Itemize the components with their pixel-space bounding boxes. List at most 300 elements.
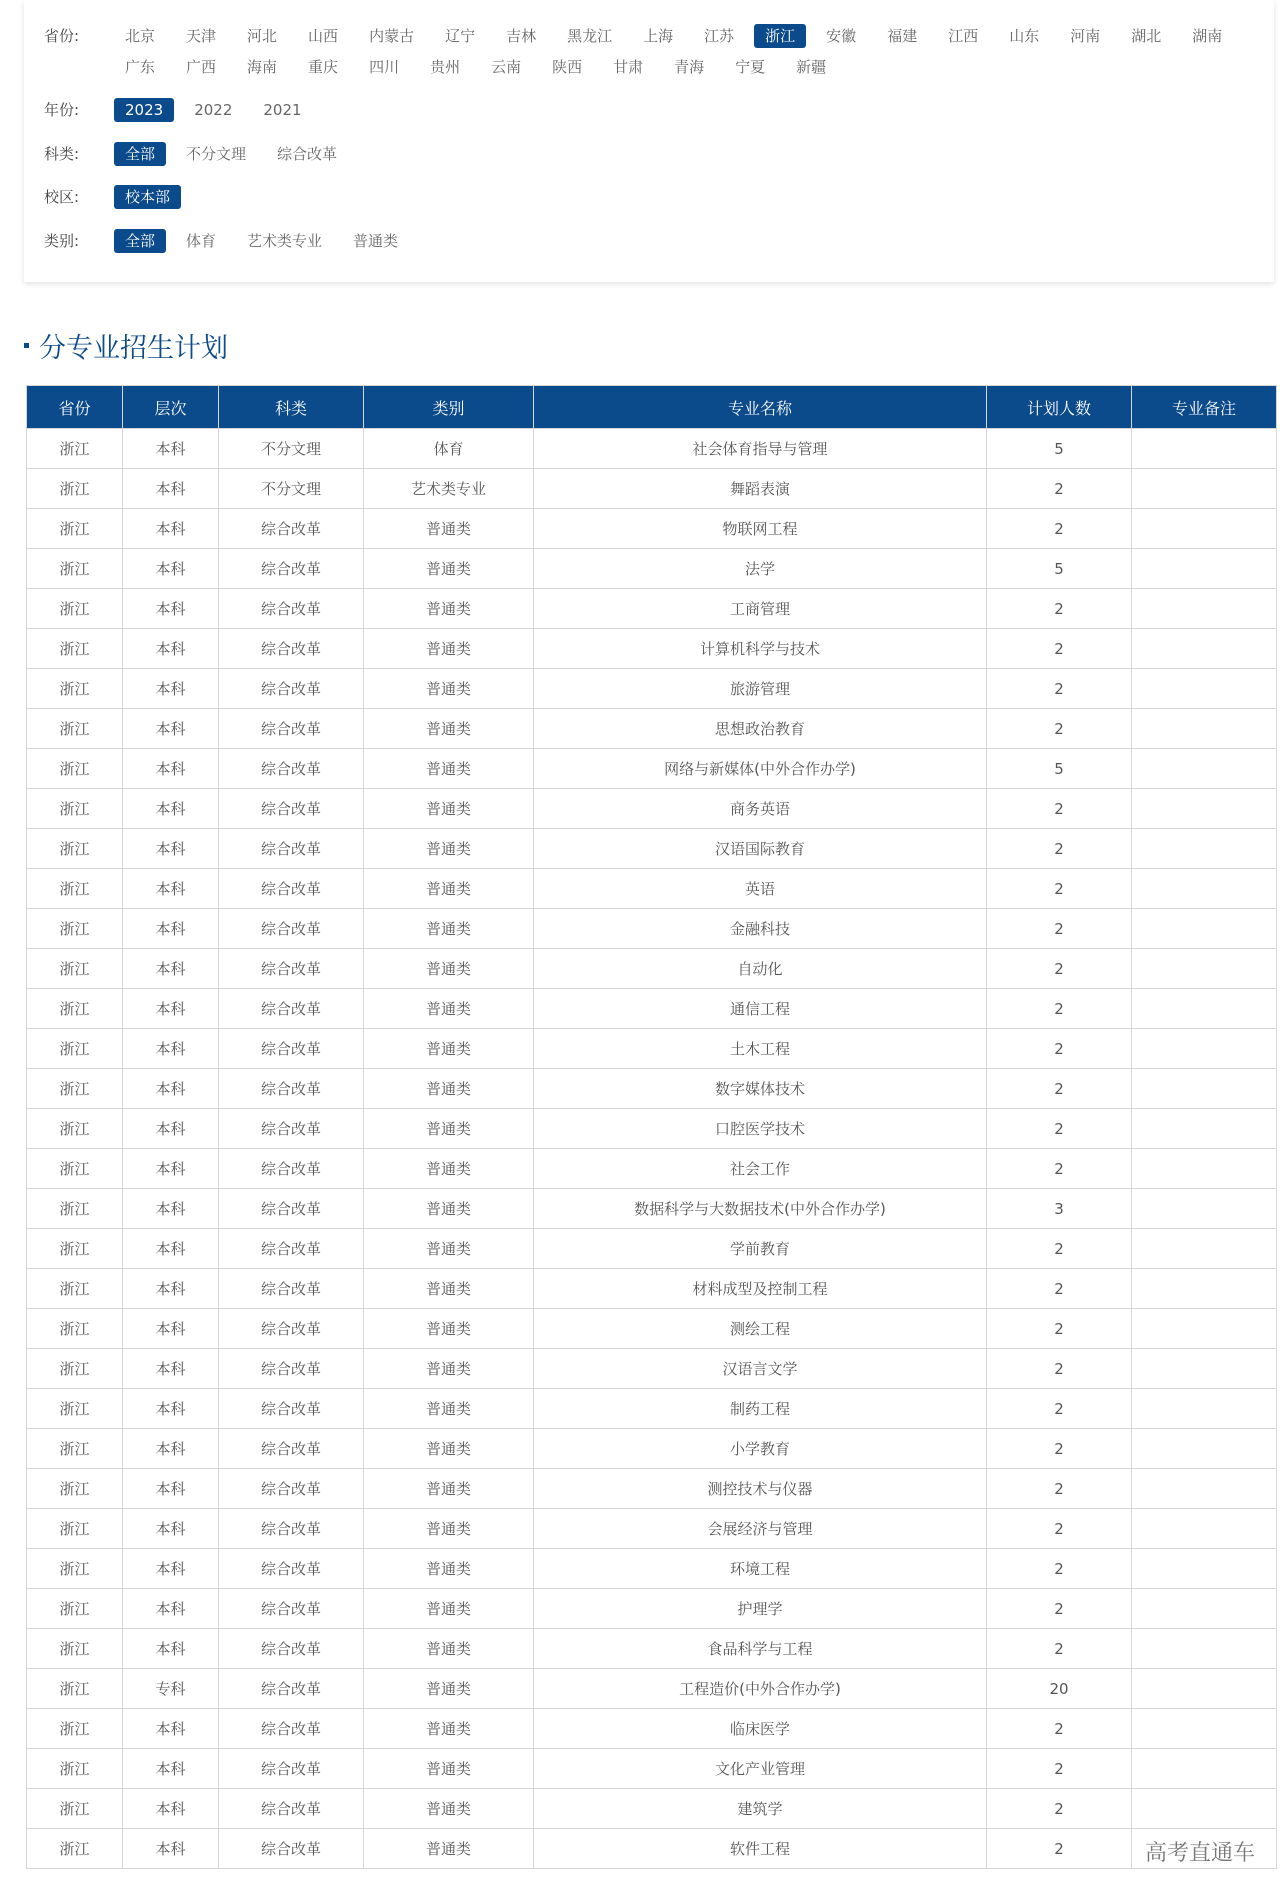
category-options — [114, 229, 1244, 260]
cell-category: 普通类 — [364, 1509, 534, 1549]
cell-province: 浙江 — [27, 829, 123, 869]
cell-province: 浙江 — [27, 869, 123, 909]
table-row — [27, 1109, 1277, 1149]
cell-category: 普通类 — [364, 549, 534, 589]
cell-province: 浙江 — [27, 1829, 123, 1869]
province-option[interactable]: 山东 — [1009, 27, 1040, 45]
header-major-name: 专业名称 — [534, 386, 987, 429]
cell-province: 浙江 — [27, 949, 123, 989]
cell-plan-count: 2 — [987, 629, 1132, 669]
cell-subject: 综合改革 — [219, 1229, 364, 1269]
cell-category: 普通类 — [364, 1309, 534, 1349]
table-row — [27, 1549, 1277, 1589]
cell-province: 浙江 — [27, 1189, 123, 1229]
cell-plan-count: 2 — [987, 789, 1132, 829]
cell-plan-count: 2 — [987, 1229, 1132, 1269]
year-options — [114, 98, 1244, 129]
cell-major-name: 临床医学 — [534, 1709, 987, 1749]
province-option[interactable]: 江苏 — [704, 27, 735, 45]
cell-remark — [1132, 1349, 1277, 1389]
category-option[interactable]: 艺术类专业 — [247, 232, 323, 250]
cell-subject: 综合改革 — [219, 1629, 364, 1669]
cell-level: 本科 — [123, 509, 219, 549]
cell-major-name: 材料成型及控制工程 — [534, 1269, 987, 1309]
cell-subject: 综合改革 — [219, 1469, 364, 1509]
cell-plan-count: 2 — [987, 989, 1132, 1029]
cell-remark — [1132, 1789, 1277, 1829]
cell-subject: 综合改革 — [219, 909, 364, 949]
section-title-text: 分专业招生计划 — [39, 333, 228, 364]
cell-level: 本科 — [123, 549, 219, 589]
table-row — [27, 869, 1277, 909]
cell-major-name: 土木工程 — [534, 1029, 987, 1069]
cell-province: 浙江 — [27, 1509, 123, 1549]
cell-subject: 综合改革 — [219, 949, 364, 989]
cell-remark — [1132, 1709, 1277, 1749]
cell-subject: 综合改革 — [219, 549, 364, 589]
subject-option[interactable]: 综合改革 — [277, 145, 338, 163]
cell-level: 本科 — [123, 1349, 219, 1389]
table-row — [27, 829, 1277, 869]
cell-remark — [1132, 989, 1277, 1029]
cell-province: 浙江 — [27, 989, 123, 1029]
cell-subject: 综合改革 — [219, 1789, 364, 1829]
cell-category: 普通类 — [364, 869, 534, 909]
cell-subject: 综合改革 — [219, 1349, 364, 1389]
year-filter-row — [44, 98, 1244, 129]
year-option[interactable]: 2022 — [194, 101, 233, 119]
province-option[interactable]: 甘肃 — [613, 58, 644, 76]
cell-major-name: 社会体育指导与管理 — [534, 429, 987, 469]
cell-major-name: 测控技术与仪器 — [534, 1469, 987, 1509]
cell-province: 浙江 — [27, 589, 123, 629]
cell-major-name: 数字媒体技术 — [534, 1069, 987, 1109]
table-row — [27, 1629, 1277, 1669]
table-header-row — [27, 386, 1277, 429]
cell-major-name: 金融科技 — [534, 909, 987, 949]
cell-level: 本科 — [123, 909, 219, 949]
cell-province: 浙江 — [27, 1069, 123, 1109]
cell-plan-count: 5 — [987, 429, 1132, 469]
cell-level: 本科 — [123, 1309, 219, 1349]
cell-major-name: 法学 — [534, 549, 987, 589]
cell-plan-count: 2 — [987, 1549, 1132, 1589]
province-option[interactable]: 湖北 — [1131, 27, 1162, 45]
cell-category: 普通类 — [364, 1429, 534, 1469]
cell-level: 本科 — [123, 1749, 219, 1789]
table-row — [27, 789, 1277, 829]
category-filter-row — [44, 229, 1244, 260]
province-option[interactable]: 浙江 — [754, 24, 806, 48]
cell-subject: 综合改革 — [219, 1029, 364, 1069]
table-row — [27, 509, 1277, 549]
cell-subject: 综合改革 — [219, 1109, 364, 1149]
cell-level: 本科 — [123, 1269, 219, 1309]
cell-province: 浙江 — [27, 1629, 123, 1669]
cell-province: 浙江 — [27, 1549, 123, 1589]
cell-category: 普通类 — [364, 1709, 534, 1749]
cell-major-name: 会展经济与管理 — [534, 1509, 987, 1549]
cell-category: 普通类 — [364, 1029, 534, 1069]
header-subject: 科类 — [219, 386, 364, 429]
cell-remark — [1132, 1189, 1277, 1229]
cell-remark — [1132, 1269, 1277, 1309]
cell-remark — [1132, 1229, 1277, 1269]
cell-plan-count: 2 — [987, 1709, 1132, 1749]
table-row — [27, 1469, 1277, 1509]
table-row — [27, 1309, 1277, 1349]
cell-subject: 综合改革 — [219, 589, 364, 629]
cell-category: 普通类 — [364, 1549, 534, 1589]
cell-category: 普通类 — [364, 509, 534, 549]
province-option[interactable]: 河南 — [1070, 27, 1101, 45]
table-body — [27, 429, 1277, 1869]
cell-subject: 综合改革 — [219, 669, 364, 709]
cell-major-name: 计算机科学与技术 — [534, 629, 987, 669]
cell-level: 本科 — [123, 1069, 219, 1109]
cell-subject: 综合改革 — [219, 1829, 364, 1869]
cell-category: 普通类 — [364, 909, 534, 949]
watermark: 高考直通车 — [1145, 1841, 1256, 1866]
cell-major-name: 制药工程 — [534, 1389, 987, 1429]
cell-level: 本科 — [123, 1509, 219, 1549]
year-option[interactable]: 2023 — [114, 98, 174, 122]
cell-remark — [1132, 1589, 1277, 1629]
table-row — [27, 1029, 1277, 1069]
cell-plan-count: 2 — [987, 1109, 1132, 1149]
cell-level: 本科 — [123, 1389, 219, 1429]
cell-remark — [1132, 1429, 1277, 1469]
filter-panel — [24, 0, 1274, 282]
province-option[interactable]: 湖南 — [1192, 27, 1223, 45]
cell-subject: 综合改革 — [219, 1269, 364, 1309]
cell-level: 本科 — [123, 749, 219, 789]
cell-province: 浙江 — [27, 1749, 123, 1789]
cell-plan-count: 5 — [987, 749, 1132, 789]
cell-major-name: 食品科学与工程 — [534, 1629, 987, 1669]
cell-major-name: 社会工作 — [534, 1149, 987, 1189]
cell-major-name: 护理学 — [534, 1589, 987, 1629]
cell-category: 普通类 — [364, 1189, 534, 1229]
province-options — [114, 24, 1244, 86]
cell-major-name: 自动化 — [534, 949, 987, 989]
cell-plan-count: 2 — [987, 589, 1132, 629]
category-option[interactable]: 体育 — [186, 232, 217, 250]
cell-plan-count: 2 — [987, 1589, 1132, 1629]
cell-plan-count: 2 — [987, 1149, 1132, 1189]
cell-category: 普通类 — [364, 1069, 534, 1109]
cell-remark — [1132, 509, 1277, 549]
cell-subject: 综合改革 — [219, 789, 364, 829]
cell-subject: 综合改革 — [219, 869, 364, 909]
province-option[interactable]: 北京 — [125, 27, 156, 45]
province-option[interactable]: 辽宁 — [445, 27, 476, 45]
cell-plan-count: 2 — [987, 1789, 1132, 1829]
cell-plan-count: 2 — [987, 1389, 1132, 1429]
cell-subject: 综合改革 — [219, 1069, 364, 1109]
cell-category: 普通类 — [364, 789, 534, 829]
cell-remark — [1132, 629, 1277, 669]
cell-major-name: 学前教育 — [534, 1229, 987, 1269]
cell-province: 浙江 — [27, 549, 123, 589]
cell-major-name: 通信工程 — [534, 989, 987, 1029]
cell-remark — [1132, 1629, 1277, 1669]
cell-category: 普通类 — [364, 669, 534, 709]
cell-remark — [1132, 429, 1277, 469]
cell-remark — [1132, 949, 1277, 989]
cell-province: 浙江 — [27, 1469, 123, 1509]
subject-option[interactable]: 不分文理 — [186, 145, 247, 163]
province-option[interactable]: 黑龙江 — [567, 27, 613, 45]
cell-major-name: 旅游管理 — [534, 669, 987, 709]
table-row — [27, 1709, 1277, 1749]
cell-major-name: 环境工程 — [534, 1549, 987, 1589]
cell-major-name: 小学教育 — [534, 1429, 987, 1469]
cell-remark — [1132, 1469, 1277, 1509]
table-row — [27, 989, 1277, 1029]
cell-province: 浙江 — [27, 669, 123, 709]
title-marker — [24, 343, 29, 348]
province-option[interactable]: 陕西 — [552, 58, 583, 76]
cell-province: 浙江 — [27, 469, 123, 509]
cell-subject: 综合改革 — [219, 1149, 364, 1189]
cell-category: 普通类 — [364, 1829, 534, 1869]
cell-plan-count: 2 — [987, 1629, 1132, 1669]
cell-province: 浙江 — [27, 1389, 123, 1429]
cell-subject: 综合改革 — [219, 989, 364, 1029]
province-option[interactable]: 重庆 — [308, 58, 339, 76]
cell-level: 本科 — [123, 1189, 219, 1229]
cell-major-name: 思想政治教育 — [534, 709, 987, 749]
header-plan-count: 计划人数 — [987, 386, 1132, 429]
province-option[interactable]: 青海 — [674, 58, 705, 76]
cell-province: 浙江 — [27, 1349, 123, 1389]
province-option[interactable]: 广东 — [125, 58, 156, 76]
cell-plan-count: 5 — [987, 549, 1132, 589]
header-province: 省份 — [27, 386, 123, 429]
cell-remark — [1132, 1069, 1277, 1109]
cell-remark — [1132, 909, 1277, 949]
header-remark: 专业备注 — [1132, 386, 1277, 429]
cell-province: 浙江 — [27, 1269, 123, 1309]
table-row — [27, 1429, 1277, 1469]
cell-plan-count: 2 — [987, 869, 1132, 909]
cell-level: 本科 — [123, 869, 219, 909]
cell-plan-count: 2 — [987, 1269, 1132, 1309]
cell-subject: 综合改革 — [219, 1429, 364, 1469]
cell-province: 浙江 — [27, 789, 123, 829]
cell-remark — [1132, 1509, 1277, 1549]
cell-province: 浙江 — [27, 749, 123, 789]
cell-subject: 综合改革 — [219, 709, 364, 749]
cell-level: 本科 — [123, 589, 219, 629]
cell-category: 普通类 — [364, 1629, 534, 1669]
cell-category: 普通类 — [364, 829, 534, 869]
cell-level: 本科 — [123, 1629, 219, 1669]
cell-level: 本科 — [123, 709, 219, 749]
cell-remark — [1132, 1309, 1277, 1349]
table-row — [27, 749, 1277, 789]
table-row — [27, 469, 1277, 509]
cell-subject: 不分文理 — [219, 429, 364, 469]
cell-major-name: 口腔医学技术 — [534, 1109, 987, 1149]
province-option[interactable]: 云南 — [491, 58, 522, 76]
province-option[interactable]: 四川 — [369, 58, 400, 76]
cell-category: 普通类 — [364, 629, 534, 669]
cell-province: 浙江 — [27, 1309, 123, 1349]
campus-option[interactable]: 校本部 — [114, 185, 181, 209]
year-option[interactable]: 2021 — [263, 101, 302, 119]
cell-plan-count: 2 — [987, 1309, 1132, 1349]
province-option[interactable]: 河北 — [247, 27, 278, 45]
cell-province: 浙江 — [27, 629, 123, 669]
cell-remark — [1132, 829, 1277, 869]
cell-category: 普通类 — [364, 949, 534, 989]
table-row — [27, 709, 1277, 749]
province-option[interactable]: 广西 — [186, 58, 217, 76]
province-option[interactable]: 新疆 — [796, 58, 827, 76]
province-option[interactable]: 内蒙古 — [369, 27, 415, 45]
table-row — [27, 1349, 1277, 1389]
cell-remark — [1132, 1669, 1277, 1709]
province-option[interactable]: 福建 — [887, 27, 918, 45]
cell-province: 浙江 — [27, 509, 123, 549]
cell-plan-count: 2 — [987, 1029, 1132, 1069]
province-filter-row — [44, 24, 1244, 86]
cell-category: 普通类 — [364, 1749, 534, 1789]
cell-subject: 综合改革 — [219, 1709, 364, 1749]
province-option[interactable]: 上海 — [643, 27, 674, 45]
category-filter-label: 类别: — [44, 232, 80, 250]
table-row — [27, 1149, 1277, 1189]
cell-category: 普通类 — [364, 749, 534, 789]
cell-level: 本科 — [123, 1029, 219, 1069]
cell-plan-count: 2 — [987, 1429, 1132, 1469]
subject-option[interactable]: 全部 — [114, 142, 166, 166]
table-row — [27, 1509, 1277, 1549]
cell-remark — [1132, 749, 1277, 789]
cell-province: 浙江 — [27, 909, 123, 949]
table-row — [27, 1749, 1277, 1789]
cell-province: 浙江 — [27, 709, 123, 749]
table-row — [27, 1789, 1277, 1829]
table-row — [27, 589, 1277, 629]
cell-category: 普通类 — [364, 1389, 534, 1429]
cell-category: 普通类 — [364, 989, 534, 1029]
cell-level: 本科 — [123, 1709, 219, 1749]
cell-remark — [1132, 469, 1277, 509]
cell-subject: 综合改革 — [219, 1509, 364, 1549]
cell-remark — [1132, 589, 1277, 629]
cell-level: 本科 — [123, 1149, 219, 1189]
cell-province: 浙江 — [27, 1709, 123, 1749]
cell-category: 普通类 — [364, 1109, 534, 1149]
cell-remark — [1132, 1149, 1277, 1189]
cell-plan-count: 3 — [987, 1189, 1132, 1229]
table-row — [27, 1589, 1277, 1629]
table-row — [27, 429, 1277, 469]
province-option[interactable]: 吉林 — [506, 27, 537, 45]
table-row — [27, 549, 1277, 589]
province-option[interactable]: 贵州 — [430, 58, 461, 76]
campus-options — [114, 185, 1244, 216]
province-option[interactable]: 海南 — [247, 58, 278, 76]
cell-major-name: 测绘工程 — [534, 1309, 987, 1349]
cell-subject: 综合改革 — [219, 749, 364, 789]
cell-province: 浙江 — [27, 1109, 123, 1149]
header-level: 层次 — [123, 386, 219, 429]
cell-province: 浙江 — [27, 1149, 123, 1189]
campus-filter-row — [44, 185, 1244, 216]
cell-province: 浙江 — [27, 1429, 123, 1469]
cell-level: 本科 — [123, 429, 219, 469]
table-row — [27, 629, 1277, 669]
province-option[interactable]: 安徽 — [826, 27, 857, 45]
cell-major-name: 软件工程 — [534, 1829, 987, 1869]
cell-major-name: 工程造价(中外合作办学) — [534, 1669, 987, 1709]
cell-subject: 不分文理 — [219, 469, 364, 509]
table-row — [27, 1189, 1277, 1229]
cell-level: 本科 — [123, 789, 219, 829]
cell-plan-count: 2 — [987, 909, 1132, 949]
cell-plan-count: 2 — [987, 1069, 1132, 1109]
cell-category: 普通类 — [364, 1669, 534, 1709]
cell-plan-count: 2 — [987, 1829, 1132, 1869]
cell-province: 浙江 — [27, 1669, 123, 1709]
cell-plan-count: 2 — [987, 709, 1132, 749]
campus-filter-label: 校区: — [44, 188, 80, 206]
cell-major-name: 物联网工程 — [534, 509, 987, 549]
cell-subject: 综合改革 — [219, 1389, 364, 1429]
cell-plan-count: 2 — [987, 509, 1132, 549]
cell-remark — [1132, 1109, 1277, 1149]
table-row — [27, 1229, 1277, 1269]
cell-plan-count: 2 — [987, 1749, 1132, 1789]
cell-province: 浙江 — [27, 429, 123, 469]
cell-major-name: 汉语国际教育 — [534, 829, 987, 869]
subject-options — [114, 142, 1244, 173]
cell-remark — [1132, 669, 1277, 709]
category-option[interactable]: 全部 — [114, 229, 166, 253]
cell-subject: 综合改革 — [219, 629, 364, 669]
category-option[interactable]: 普通类 — [353, 232, 399, 250]
table-row — [27, 909, 1277, 949]
header-category: 类别 — [364, 386, 534, 429]
cell-remark — [1132, 789, 1277, 829]
cell-level: 本科 — [123, 1589, 219, 1629]
cell-category: 普通类 — [364, 1149, 534, 1189]
cell-level: 本科 — [123, 669, 219, 709]
cell-subject: 综合改革 — [219, 1749, 364, 1789]
cell-subject: 综合改革 — [219, 1189, 364, 1229]
cell-plan-count: 2 — [987, 829, 1132, 869]
cell-level: 本科 — [123, 829, 219, 869]
cell-remark — [1132, 549, 1277, 589]
cell-major-name: 汉语言文学 — [534, 1349, 987, 1389]
province-option[interactable]: 宁夏 — [735, 58, 766, 76]
cell-level: 本科 — [123, 989, 219, 1029]
cell-plan-count: 2 — [987, 669, 1132, 709]
province-filter-label: 省份: — [44, 27, 80, 45]
cell-level: 本科 — [123, 1469, 219, 1509]
table-row — [27, 949, 1277, 989]
year-filter-label: 年份: — [44, 101, 80, 119]
enrollment-plan-table — [26, 385, 1277, 1869]
province-option[interactable]: 江西 — [948, 27, 979, 45]
province-option[interactable]: 山西 — [308, 27, 339, 45]
province-option[interactable]: 天津 — [186, 27, 217, 45]
cell-subject: 综合改革 — [219, 829, 364, 869]
